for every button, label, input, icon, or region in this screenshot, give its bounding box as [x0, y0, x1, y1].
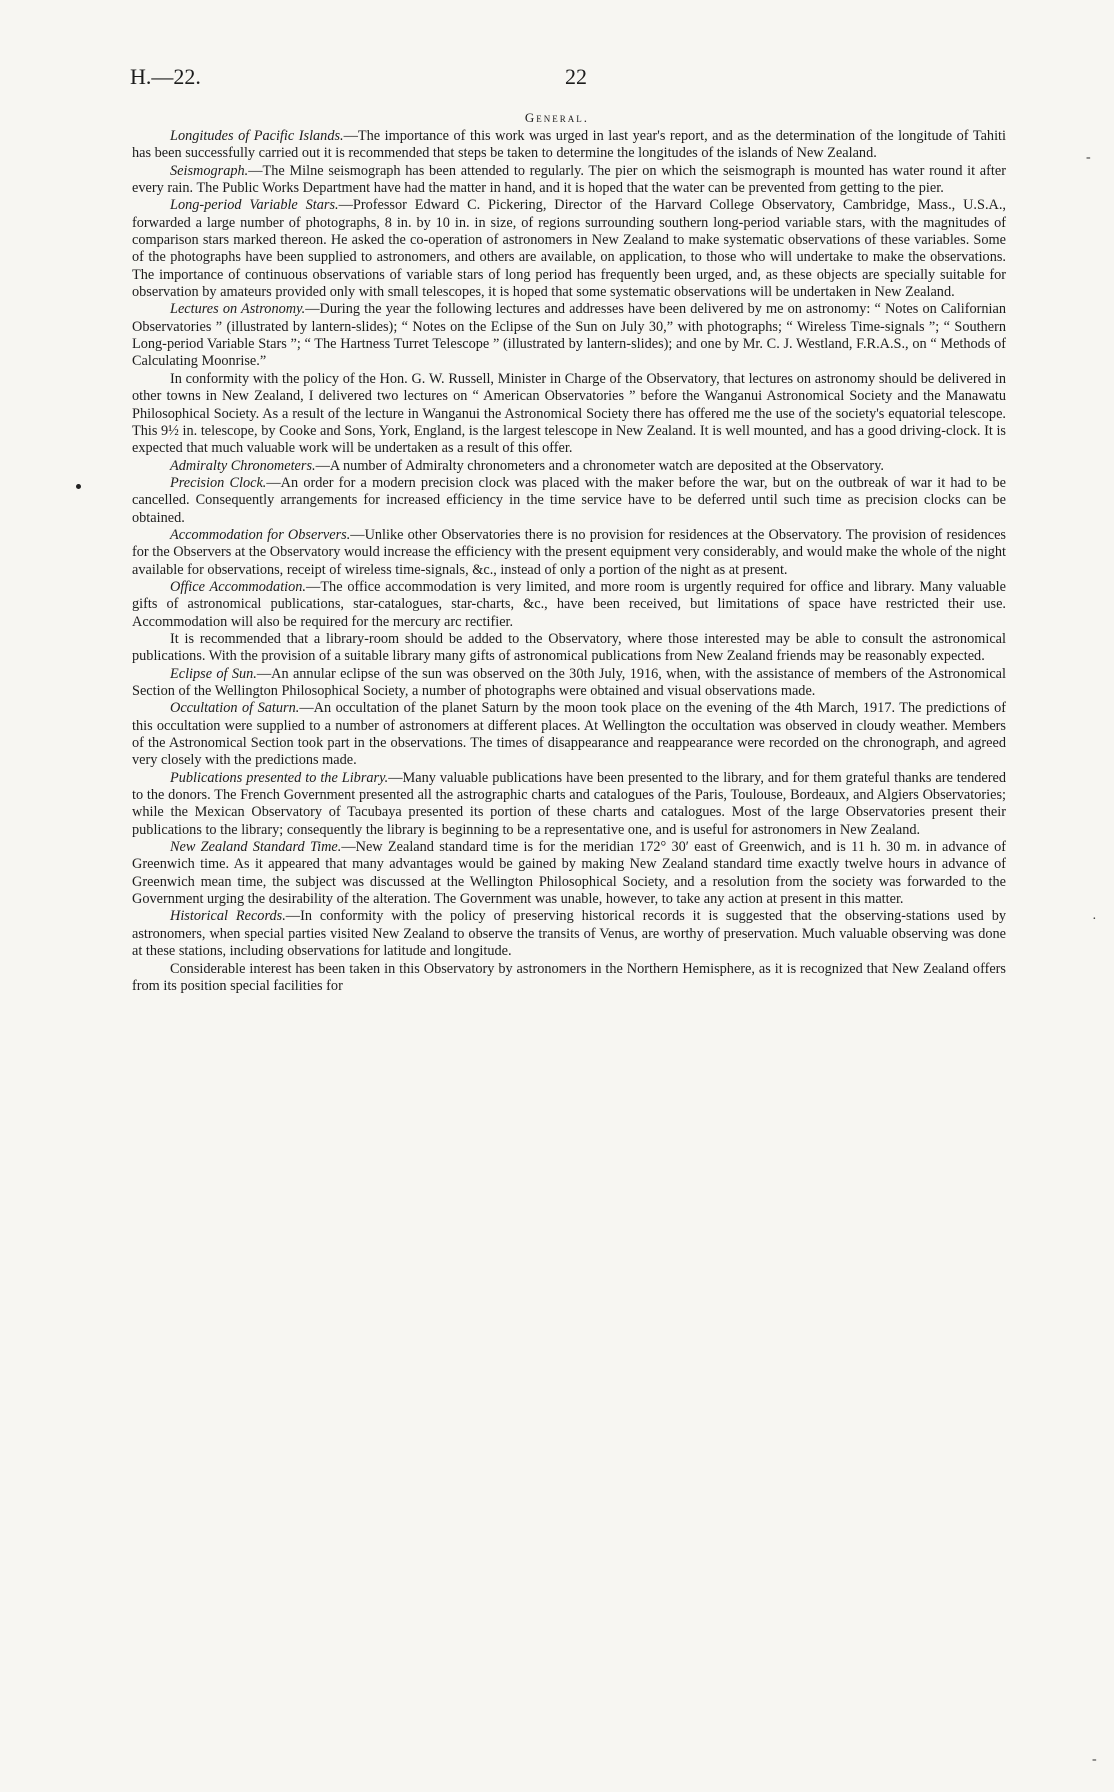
margin-mark: -: [1092, 1752, 1097, 1767]
paragraph-lectures: [132, 301, 1006, 370]
paragraph-seismograph: [132, 163, 1006, 198]
paragraph-text: —Professor Edward C. Pickering, Director of the Harvard College Observatory, Cambridge, Mass., U.S.A., forwarded a large number of photographs, 8 in. by 10 in. in size, of regions surrounding southern long-period variable stars, with the magnitudes of comparison stars marked thereon. He asked the co-operation of astronomers in New Zealand to make systematic observations of these variables. Some of the photographs have been supplied to astronomers, and others are available, on application, to those who will undertake to make the observations. The importance of continuous observations of variable stars of long period has frequently been urged, and, as these objects are specially suitable for observation by amateurs provided only with small telescopes, it is hoped that some systematic observations will be undertaken in New Zealand.: [132, 197, 1006, 301]
paragraph-title: Eclipse of Sun.: [170, 665, 257, 682]
paragraph-accommodation-observers: [132, 527, 1006, 579]
page-header: [130, 64, 994, 94]
paragraph-office-accommodation: [132, 579, 1006, 631]
paragraph-title: Seismograph.: [170, 162, 249, 179]
paragraph-occultation: [132, 700, 1006, 769]
paragraph-library-room: [132, 631, 1006, 666]
paragraph-text: It is recommended that a library-room should be added to the Observatory, where those interested may be able to consult the astronomical publications. With the provision of a suitable library many gifts of astronomical publications from New Zealand friends may be reasonably expected.: [132, 630, 1006, 665]
paragraph-publications: [132, 770, 1006, 839]
paragraph-standard-time: [132, 839, 1006, 908]
paragraph-text: —The office accommodation is very limited, and more room is urgently required for office and library. Many valuable gifts of astronomical publications, star-catalogues, star-charts, &c., have been received, but limitations of space have restricted their use. Accommodation will also be required for the mercury arc rectifier.: [132, 578, 1006, 630]
paragraph-text: —New Zealand standard time is for the meridian 172° 30′ east of Greenwich, and is 11 h. 30 m. in advance of Greenwich time. As it appeared that many advantages would be gained by making New Zealand standard time exactly twelve hours in advance of Greenwich mean time, the subject was discussed at the Wellington Philosophical Society, and a resolution from the society was forwarded to the Government urging the desirability of the alteration. The Government was unable, however, to take any action at present in this matter.: [132, 839, 1006, 908]
paragraph-title: Precision Clock.: [170, 474, 267, 491]
paragraph-lectures-conformity: [132, 371, 1006, 458]
document-reference: H.—22.: [130, 64, 201, 89]
paragraph-title: Office Accommodation.: [170, 578, 307, 595]
paragraph-text: —Unlike other Observatories there is no provision for residences at the Observatory. The provision of residences for the Observers at the Observatory would increase the efficiency with the present equipment very considerably, and would make the whole of the night available for observations, receipt of wireless time-signals, &c., instead of only a portion of the night as at present.: [132, 526, 1006, 578]
paragraph-title: New Zealand Standard Time.: [170, 839, 342, 856]
paragraph-chronometers: [132, 458, 1006, 475]
paragraph-text: —During the year the following lectures and addresses have been delivered by me on astronomy: “ Notes on Californian Observatories ” (illustrated by lantern-slides); “ Notes on the Eclipse of the Sun on July 30,” with photographs; “ Wireless Time-signals ”; “ Southern Long-period Variable Stars ”; “ The Hartness Turret Telescope ” (illustrated by lantern-slides); and one by Mr. C. J. Westland, F.R.A.S., on “ Methods of Calculating Moonrise.”: [132, 301, 1006, 370]
paragraph-eclipse: [132, 666, 1006, 701]
section-heading: General.: [524, 110, 590, 125]
paragraph-title: Historical Records.: [170, 908, 286, 925]
paragraph-text: —An occultation of the planet Saturn by the moon took place on the evening of the 4th March, 1917. The predictions of this occultation were supplied to a number of astronomers at different places. At Wellington the occultation was observed in cloudy weather. Members of the Astronomical Section took part in the observations. The times of disappearance and reappearance were recorded on the chronograph, and agreed very closely with the predictions made.: [132, 700, 1006, 769]
paragraph-text: —An annular eclipse of the sun was observed on the 30th July, 1916, when, with the assistance of members of the Astronomical Section of the Wellington Philosophical Society, a number of photographs were obtained and visual observations made.: [132, 665, 1006, 699]
paragraph-variable-stars: [132, 197, 1006, 301]
body-text: [132, 128, 1006, 995]
paragraph-title: Long-period Variable Stars.: [170, 197, 339, 214]
paragraph-longitudes: [132, 128, 1006, 163]
paragraph-title: Publications presented to the Library.: [170, 769, 389, 786]
paragraph-text: Considerable interest has been taken in this Observatory by astronomers in the Northern Hemisphere, as it is recognized that New Zealand offers from its position special facilities for: [132, 960, 1006, 994]
paragraph-title: Accommodation for Observers.: [170, 526, 351, 543]
paragraph-text: In conformity with the policy of the Hon. G. W. Russell, Minister in Charge of the Observatory, that lectures on astronomy should be delivered in other towns in New Zealand, I delivered two lectures on “ American Observatories ” before the Wanganui Astronomical Society and the Manawatu Philosophical Society. As a result of the lecture in Wanganui the Astronomical Society there has offered me the use of the society's equatorial telescope. This 9½ in. telescope, by Cooke and Sons, York, England, is the largest telescope in New Zealand. It is well mounted, and has a good driving-clock. It is expected that much valuable work will be undertaken as a result of this offer.: [132, 370, 1006, 457]
margin-mark: ·: [1092, 912, 1097, 927]
margin-mark: -: [1086, 150, 1091, 165]
paragraph-text: —A number of Admiralty chronometers and a chronometer watch are deposited at the Observatory.: [315, 457, 884, 474]
margin-bullet: [76, 484, 81, 489]
paragraph-historical-records: [132, 908, 1006, 960]
paragraph-precision-clock: [132, 475, 1006, 527]
paragraph-text: —In conformity with the policy of preserving historical records it is suggested that the observing-stations used by astronomers, when special parties visited New Zealand to observe the transits of Venus, are worthy of preservation. Much valuable observing was done at these stations, including observations for latitude and longitude.: [132, 908, 1007, 960]
paragraph-title: Occultation of Saturn.: [170, 700, 300, 717]
paragraph-title: Admiralty Chronometers.: [170, 457, 316, 474]
paragraph-title: Longitudes of Pacific Islands.: [170, 128, 344, 144]
page-number: 22: [565, 64, 587, 89]
paragraph-text: —The Milne seismograph has been attended to regularly. The pier on which the seismograph is mounted has water round it after every rain. The Public Works Department have had the matter in hand, and it is hoped that the water can be prevented from getting to the pier.: [132, 162, 1006, 197]
paragraph-northern-hemisphere: [132, 961, 1006, 996]
paragraph-text: —The importance of this work was urged in last year's report, and as the determination of the longitude of Tahiti has been successfully carried out it is recommended that steps be taken to determine the longitudes of the islands of New Zealand.: [132, 128, 1006, 162]
paragraph-title: Lectures on Astronomy.: [170, 301, 306, 318]
paragraph-text: —Many valuable publications have been presented to the library, and for them grateful thanks are tendered to the donors. The French Government presented all the astrographic charts and catalogues of the Paris, Toulouse, Bordeaux, and Algiers Observatories; while the Mexican Observatory of Tacubaya presented its portion of these charts and catalogues. Most of the large Observatories present their publications to the library; consequently the library is beginning to be a representative one, and is useful for astronomers in New Zealand.: [132, 769, 1007, 838]
paragraph-text: —An order for a modern precision clock was placed with the maker before the war, but on the outbreak of war it had to be cancelled. Consequently arrangements for increased efficiency in the time service have to be deferred until such time as precision clocks can be obtained.: [132, 474, 1006, 526]
